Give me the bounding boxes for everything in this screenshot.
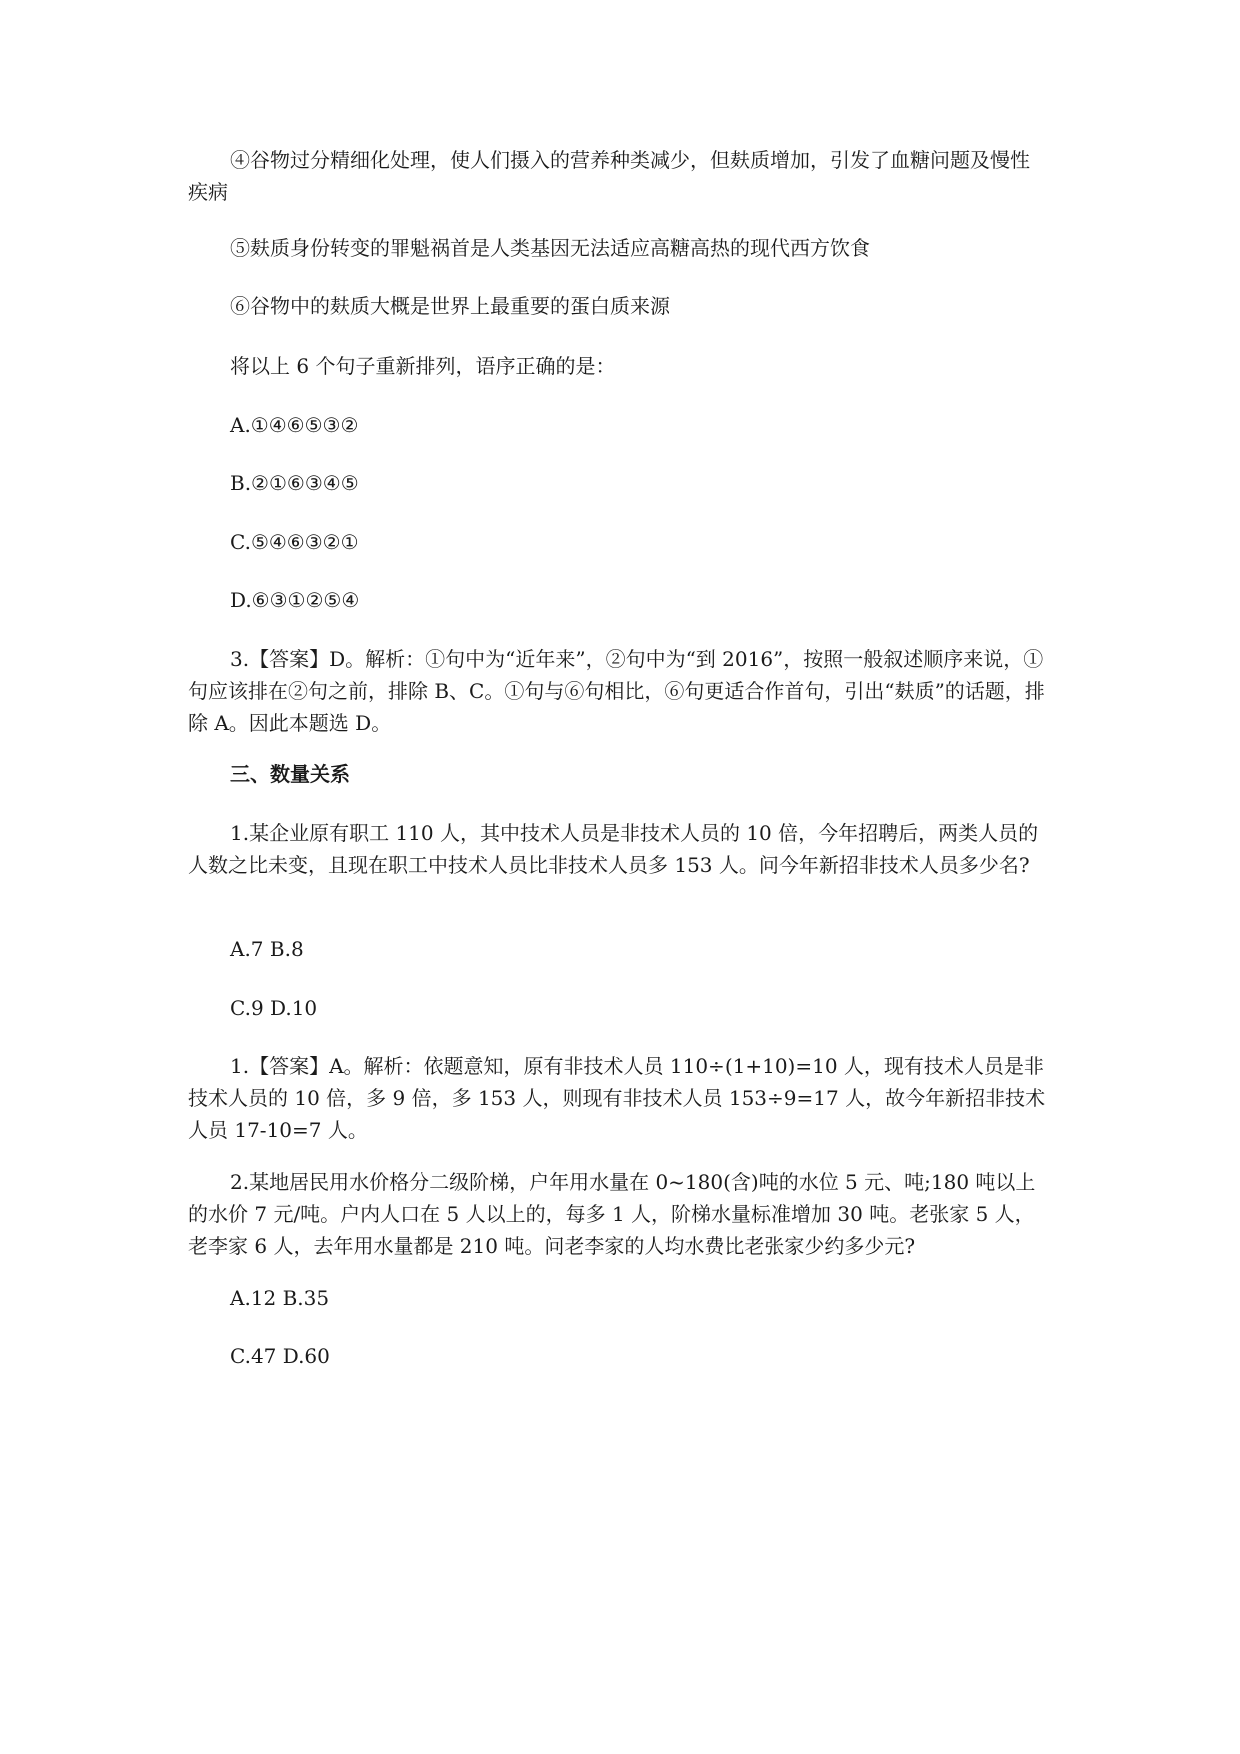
question-prompt: 将以上 6 个句子重新排列，语序正确的是： — [230, 354, 616, 378]
option-b: B.②①⑥③④⑤ — [230, 471, 359, 495]
option-a: A.①④⑥⑤③② — [230, 413, 359, 437]
option-d: D.⑥③①②⑤④ — [230, 588, 360, 612]
quant-q1-options-ab: A.7 B.8 — [230, 937, 304, 961]
answer-explanation-3: 3.【答案】D。解析：①句中为“近年来”，②句中为“到 2016”，按照一般叙述顺序来说，①句应该排在②句之前，排除 B、C。①句与⑥句相比，⑥句更适合作首句，引出“麸质”的话题，排除 A。因此本题选 D。 — [188, 647, 1045, 735]
quant-question-1: 1.某企业原有职工 110 人，其中技术人员是非技术人员的 10 倍，今年招聘后，两类人员的人数之比未变，且现在职工中技术人员比非技术人员多 153 人。问今年新招非技术人员多少名? — [188, 821, 1039, 877]
section-heading: 三、数量关系 — [230, 762, 350, 786]
quant-q1-options-cd: C.9 D.10 — [230, 996, 318, 1020]
quant-answer-1: 1.【答案】A。解析：依题意知，原有非技术人员 110÷(1+10)=10 人，现有技术人员是非技术人员的 10 倍，多 9 倍，多 153 人，则现有非技术人员 153÷9=17 人，故今年新招非技术人员 17-10=7 人。 — [188, 1054, 1046, 1142]
option-c: C.⑤④⑥③②① — [230, 530, 359, 554]
sentence-4: ④谷物过分精细化处理，使人们摄入的营养种类减少，但麸质增加，引发了血糖问题及慢性疾病 — [188, 148, 1030, 204]
quant-q2-options-cd: C.47 D.60 — [230, 1344, 330, 1368]
quant-q2-options-ab: A.12 B.35 — [230, 1286, 330, 1310]
quant-question-2: 2.某地居民用水价格分二级阶梯，户年用水量在 0~180(含)吨的水位 5 元、吨;180 吨以上的水价 7 元/吨。户内人口在 5 人以上的，每多 1 人，阶梯水量标准增加 30 吨。老张家 5 人，老李家 6 人，去年用水量都是 210 吨。问老李家的人均水费比老张家少约多少元? — [188, 1170, 1036, 1258]
sentence-5: ⑤麸质身份转变的罪魁祸首是人类基因无法适应高糖高热的现代西方饮食 — [230, 236, 870, 260]
sentence-6: ⑥谷物中的麸质大概是世界上最重要的蛋白质来源 — [230, 294, 670, 318]
